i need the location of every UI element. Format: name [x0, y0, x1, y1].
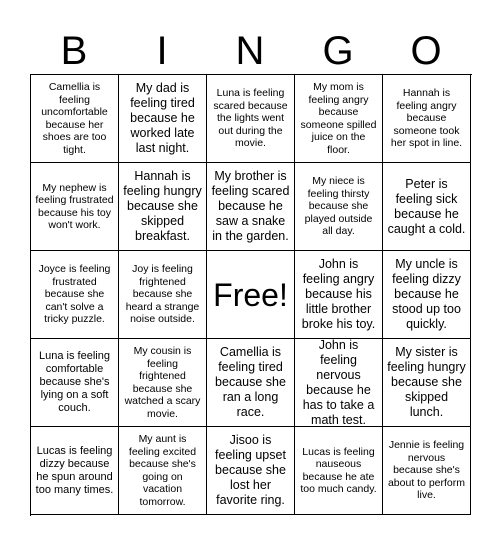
cell-text: My brother is feeling scared because he saw a snake in the garden.	[211, 169, 290, 243]
bingo-cell[interactable]	[31, 427, 119, 515]
cell-text: Joy is feeling frightened because she heard a strange noise outside.	[125, 263, 200, 326]
cell-text: My nephew is feeling frustrated because his toy won't work.	[35, 181, 114, 231]
bingo-cell[interactable]	[119, 339, 207, 427]
bingo-cell[interactable]	[119, 427, 207, 515]
cell-text: Lucas is feeling nauseous because he ate too much candy.	[300, 445, 377, 495]
cell-text: Luna is feeling scared because the lights went out during the movie.	[213, 87, 288, 150]
bingo-cell[interactable]	[383, 339, 471, 427]
bingo-cell[interactable]	[207, 339, 295, 427]
header-letter-g: G	[322, 29, 354, 73]
header-letter-o: O	[410, 29, 442, 73]
bingo-cell[interactable]	[295, 75, 383, 163]
cell-text: Joyce is feeling frustrated because she can't solve a tricky puzzle.	[38, 263, 111, 326]
bingo-header	[30, 28, 470, 74]
bingo-cell[interactable]	[31, 339, 119, 427]
bingo-cell[interactable]	[295, 163, 383, 251]
bingo-cell[interactable]	[383, 427, 471, 515]
bingo-cell[interactable]	[383, 251, 471, 339]
bingo-cell[interactable]	[295, 339, 383, 427]
cell-text: Lucas is feeling dizzy because he spun around too many times.	[35, 444, 114, 496]
cell-text: John is feeling angry because his little brother broke his toy.	[301, 257, 376, 331]
bingo-cell[interactable]	[207, 427, 295, 515]
bingo-cell[interactable]	[295, 427, 383, 515]
bingo-cell[interactable]	[295, 251, 383, 339]
cell-text: My niece is feeling thirsty because she played outside all day.	[304, 175, 373, 238]
cell-text: My sister is feeling hungry because she skipped lunch.	[387, 345, 466, 419]
free-space-cell[interactable]	[207, 251, 295, 339]
cell-text: Camellia is feeling tired because she ran a long race.	[215, 345, 286, 419]
header-letter-b: B	[60, 29, 88, 73]
cell-text: Peter is feeling sick because he caught a cold.	[387, 176, 466, 236]
bingo-board	[30, 74, 472, 516]
cell-text: John is feeling nervous because he has to take a math test.	[302, 339, 375, 427]
bingo-cell[interactable]	[31, 251, 119, 339]
header-letter-n: N	[235, 29, 265, 73]
cell-text: Hannah is feeling angry because someone took her spot in line.	[390, 87, 463, 150]
bingo-cell[interactable]	[119, 75, 207, 163]
cell-text: Jisoo is feeling upset because she lost her favorite ring.	[215, 433, 286, 507]
cell-text: Hannah is feeling hungry because she skipped breakfast.	[123, 169, 202, 243]
cell-text: My dad is feeling tired because he worked late last night.	[130, 81, 195, 155]
cell-text: Luna is feeling comfortable because she's lying on a soft couch.	[39, 350, 110, 414]
bingo-cell[interactable]	[383, 75, 471, 163]
cell-text: My mom is feeling angry because someone spilled juice on the floor.	[300, 81, 377, 156]
bingo-cell[interactable]	[31, 163, 119, 251]
cell-text: My cousin is feeling frightened because she watched a scary movie.	[124, 345, 201, 420]
bingo-cell[interactable]	[119, 163, 207, 251]
bingo-cell[interactable]	[119, 251, 207, 339]
header-letter-i: I	[156, 29, 168, 73]
bingo-cell[interactable]	[31, 75, 119, 163]
cell-text: My uncle is feeling dizzy because he stood up too quickly.	[392, 257, 461, 331]
bingo-cell[interactable]	[207, 75, 295, 163]
cell-text: Camellia is feeling uncomfortable because her shoes are too tight.	[41, 81, 108, 156]
cell-text: Jennie is feeling nervous because she's about to perform live.	[387, 439, 466, 502]
bingo-cell[interactable]	[383, 163, 471, 251]
cell-text: My aunt is feeling excited because she's going on vacation tomorrow.	[128, 433, 197, 508]
bingo-cell[interactable]	[207, 163, 295, 251]
free-space-label: Free!	[213, 276, 288, 313]
